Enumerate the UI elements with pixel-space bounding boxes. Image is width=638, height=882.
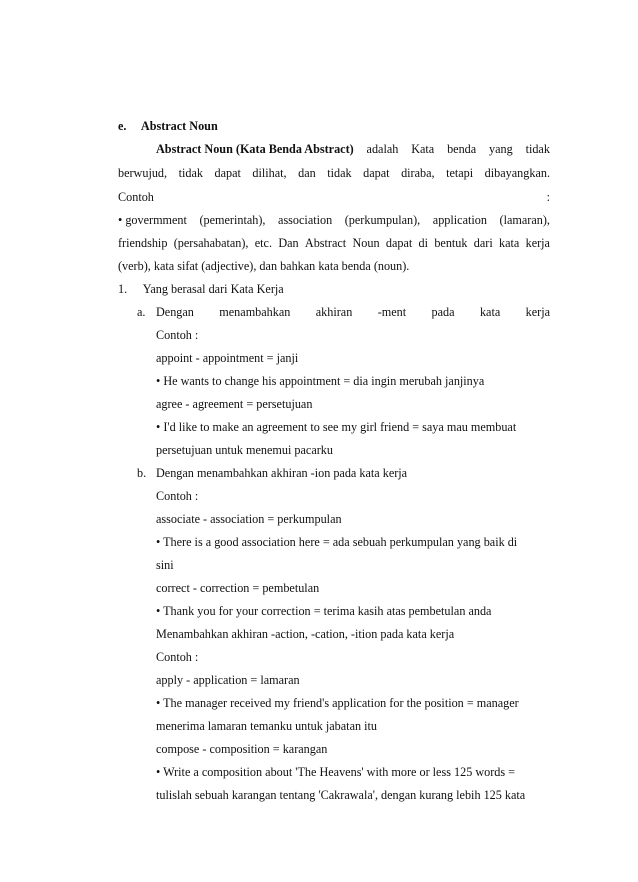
intro-word: tidak [525,142,550,156]
item-b-line: menerima lamaran temanku untuk jabatan itu [156,719,377,733]
intro-line-2 [118,165,550,181]
intro-word: Abstract [304,236,347,250]
item-a-word: kerja [525,305,550,319]
item-b-line: • Write a composition about 'The Heavens' with more or less 125 words = [156,765,516,779]
intro-word: kerja [525,236,550,250]
intro-word: dibayangkan. [484,166,550,180]
intro-word: etc. [254,236,273,250]
item-b-title: Dengan menambahkan akhiran -ion pada kata kerja [156,466,408,480]
intro-word: di [418,236,429,250]
intro-word: dilihat, [252,166,287,180]
item-b-line: sini [156,558,174,572]
item-b-line: associate - association = perkumpulan [156,512,342,526]
intro-line-1 [156,141,550,157]
intro-word: tetapi [446,166,474,180]
section-1-heading [118,281,284,297]
item-b-line: Menambahkan akhiran -action, -cation, -ition pada kata kerja [156,627,455,641]
item-b-line: Contoh : [156,650,199,664]
intro-word: dapat [363,166,390,180]
contoh-colon: : [546,190,550,204]
item-b-line: apply - application = lamaran [156,673,300,687]
intro-word: adalah [366,142,399,156]
heading-title: Abstract Noun [140,119,218,133]
item-a-line: persetujuan untuk menemui pacarku [156,443,333,457]
intro-word: dari [473,236,493,250]
item-a-line: appoint - appointment = janji [156,351,299,365]
intro-line-5 [118,235,550,251]
item-b-line: compose - composition = karangan [156,742,328,756]
item-b-line: • Thank you for your correction = terima kasih atas pembetulan anda [156,604,492,618]
intro-word: application [432,213,487,227]
intro-word: (perkumpulan), [344,213,421,227]
intro-word: Kata [411,142,435,156]
item-b-contoh: Contoh : [156,489,199,503]
item-b-line: tulislah sebuah karangan tentang 'Cakrawala', dengan kurang lebih 125 kata [156,788,526,802]
intro-word: dapat [385,236,413,250]
item-a-line: • He wants to change his appointment = dia ingin merubah janjinya [156,374,485,388]
intro-word: yang [489,142,513,156]
intro-word: dapat [214,166,241,180]
intro-word: (persahabatan), [173,236,249,250]
intro-term: Abstract Noun (Kata Benda Abstract) [156,142,354,156]
item-a-word: Dengan [156,305,194,319]
intro-word: (lamaran), [499,213,550,227]
intro-word: • govermment [118,213,187,227]
intro-word: dan [298,166,316,180]
heading-letter: e. [118,119,127,133]
item-a-line: • I'd like to make an agreement to see my girl friend = saya mau membuat [156,420,517,434]
intro-word: tidak [327,166,352,180]
contoh-line [118,189,550,205]
item-a-line: agree - agreement = persetujuan [156,397,313,411]
intro-word: kata [499,236,520,250]
item-a-word: akhiran [315,305,353,319]
intro-word: berwujud, [118,166,168,180]
item-b-line: correct - correction = pembetulan [156,581,320,595]
section-1-title: Yang berasal dari Kata Kerja [142,282,284,296]
intro-word: association [278,213,333,227]
item-a-word: -ment [377,305,407,319]
item-a-title [156,304,550,320]
intro-word: tidak [178,166,203,180]
item-a-word: pada [431,305,455,319]
item-a-word: kata [479,305,501,319]
intro-word: bentuk [434,236,468,250]
section-heading [118,118,218,134]
item-b-line: • There is a good association here = ada sebuah perkumpulan yang baik di [156,535,518,549]
intro-word: Dan [278,236,299,250]
intro-word: diraba, [401,166,435,180]
intro-word: friendship [118,236,168,250]
item-b-line: • The manager received my friend's application for the position = manager [156,696,519,710]
intro-line-6: (verb), kata sifat (adjective), dan bahkan kata benda (noun). [118,259,410,273]
item-a-word: menambahkan [219,305,291,319]
item-a-letter: a. [137,305,146,319]
intro-word: (pemerintah), [199,213,266,227]
section-1-number: 1. [118,282,128,296]
item-b-letter: b. [137,466,147,480]
item-a-contoh: Contoh : [156,328,199,342]
intro-word: Noun [352,236,380,250]
intro-line-4 [118,212,550,228]
intro-word: benda [447,142,477,156]
contoh-label: Contoh [118,190,154,204]
